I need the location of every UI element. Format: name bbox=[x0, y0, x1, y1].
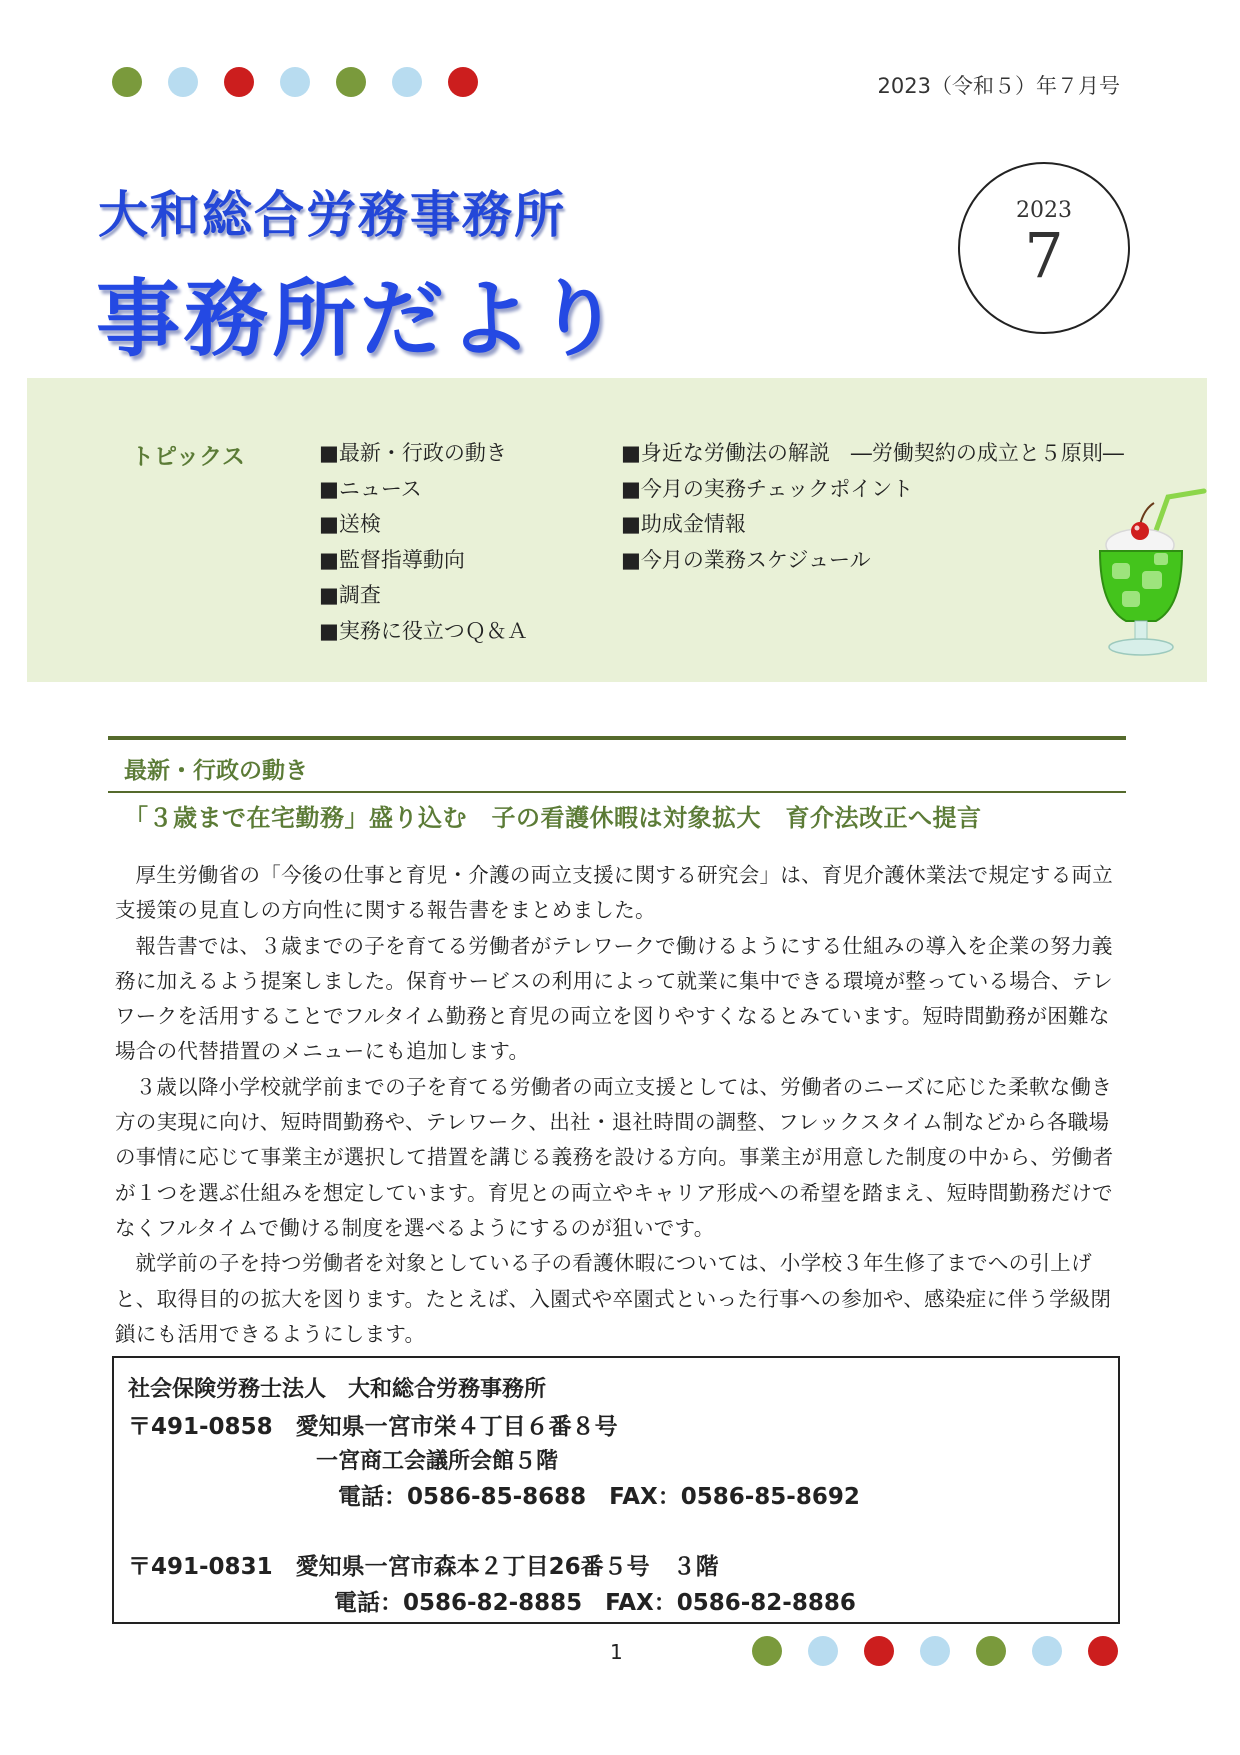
article-paragraph: 就学前の子を持つ労働者を対象としている子の看護休暇については、小学校３年生修了までへの引上げと、取得目的の拡大を図ります。たとえば、入園式や卒園式といった行事への参加や、感染症に伴う学級閉鎖にも活用できるようにします。 bbox=[115, 1251, 1112, 1346]
office2-phone-fax: 電話：0586-82-8885 FAX：0586-82-8886 bbox=[334, 1590, 856, 1616]
dot-green-icon bbox=[976, 1636, 1006, 1666]
topic-item: ■実務に役立つＱ＆Ａ bbox=[319, 618, 528, 643]
issue-number-badge bbox=[958, 162, 1130, 334]
page-number: 1 bbox=[610, 1640, 623, 1664]
dot-blue-icon bbox=[920, 1636, 950, 1666]
dot-red-icon bbox=[864, 1636, 894, 1666]
decorative-dots-top bbox=[112, 67, 478, 97]
topics-label: トピックス bbox=[131, 444, 245, 470]
topic-item: ■監督指導動向 bbox=[319, 547, 465, 572]
dot-blue-icon bbox=[168, 67, 198, 97]
topic-item: ■送検 bbox=[319, 512, 381, 536]
newsletter-title: 事務所だより bbox=[96, 270, 625, 368]
article-headline: 「３歳まで在宅勤務」盛り込む 子の看護休暇は対象拡大 育介法改正へ提言 bbox=[124, 804, 982, 832]
article-body bbox=[115, 858, 1127, 1352]
dot-blue-icon bbox=[808, 1636, 838, 1666]
melon-soda-icon bbox=[1090, 483, 1220, 661]
office-name-title: 大和総合労務事務所 bbox=[98, 186, 566, 244]
contact-box bbox=[112, 1356, 1120, 1624]
dot-red-icon bbox=[224, 67, 254, 97]
dot-red-icon bbox=[1088, 1636, 1118, 1666]
topic-item: ■調査 bbox=[319, 583, 381, 607]
topic-item: ■今月の実務チェックポイント bbox=[621, 476, 914, 501]
topics-panel bbox=[27, 378, 1207, 682]
dot-green-icon bbox=[336, 67, 366, 97]
section-rule-top bbox=[108, 736, 1126, 740]
topics-list-right bbox=[621, 436, 1124, 578]
topic-item: ■助成金情報 bbox=[621, 512, 746, 536]
office1-building: 一宮商工会議所会館５階 bbox=[316, 1449, 559, 1474]
article-paragraph: 報告書では、３歳までの子を育てる労働者がテレワークで働けるようにする仕組みの導入を企業の努力義務に加えるよう提案しました。保育サービスの利用によって就業に集中できる環境が整っている場合、テレワークを活用することでフルタイム勤務と育児の両立を図りやすくなるとみています。短時間勤務が困難な場合の代替措置のメニューにも追加します。 bbox=[115, 933, 1113, 1064]
dot-green-icon bbox=[112, 67, 142, 97]
section-rule-bottom bbox=[108, 791, 1126, 793]
article-paragraph: ３歳以降小学校就学前までの子を育てる労働者の両立支援としては、労働者のニーズに応じた柔軟な働き方の実現に向け、短時間勤務や、テレワーク、出社・退社時間の調整、フレックスタイム制などから各職場の事情に応じて事業主が選択して措置を講じる義務を設ける方向。事業主が用意した制度の中から、労働者が１つを選ぶ仕組みを想定しています。育児との両立やキャリア形成への希望を踏まえ、短時間勤務だけでなくフルタイムで働ける制度を選べるようにするのが狙いです。 bbox=[115, 1074, 1114, 1240]
decorative-dots-bottom bbox=[752, 1636, 1118, 1666]
dot-blue-icon bbox=[280, 67, 310, 97]
issue-month: 7 bbox=[1024, 219, 1064, 292]
office1-phone-fax: 電話：0586-85-8688 FAX：0586-85-8692 bbox=[338, 1484, 860, 1510]
office1-address: 〒491-0858 愛知県一宮市栄４丁目６番８号 bbox=[128, 1414, 618, 1440]
dot-red-icon bbox=[448, 67, 478, 97]
dot-green-icon bbox=[752, 1636, 782, 1666]
office2-address: 〒491-0831 愛知県一宮市森本２丁目26番５号 ３階 bbox=[128, 1554, 719, 1580]
dot-blue-icon bbox=[392, 67, 422, 97]
firm-name: 社会保険労務士法人 大和総合労務事務所 bbox=[128, 1377, 547, 1402]
issue-date: 2023（令和５）年７月号 bbox=[877, 74, 1120, 98]
topic-item: ■今月の業務スケジュール bbox=[621, 547, 871, 572]
topic-item: ■最新・行政の動き bbox=[319, 441, 507, 465]
section-title: 最新・行政の動き bbox=[124, 758, 308, 784]
dot-blue-icon bbox=[1032, 1636, 1062, 1666]
topic-item: ■ニュース bbox=[319, 476, 422, 501]
topics-list-left bbox=[319, 436, 528, 649]
topic-item: ■身近な労働法の解説 ―労働契約の成立と５原則― bbox=[621, 441, 1124, 465]
issue-year: 2023 bbox=[1016, 198, 1072, 223]
article-paragraph: 厚生労働省の「今後の仕事と育児・介護の両立支援に関する研究会」は、育児介護休業法で規定する両立支援策の見直しの方向性に関する報告書をまとめました。 bbox=[115, 863, 1114, 923]
